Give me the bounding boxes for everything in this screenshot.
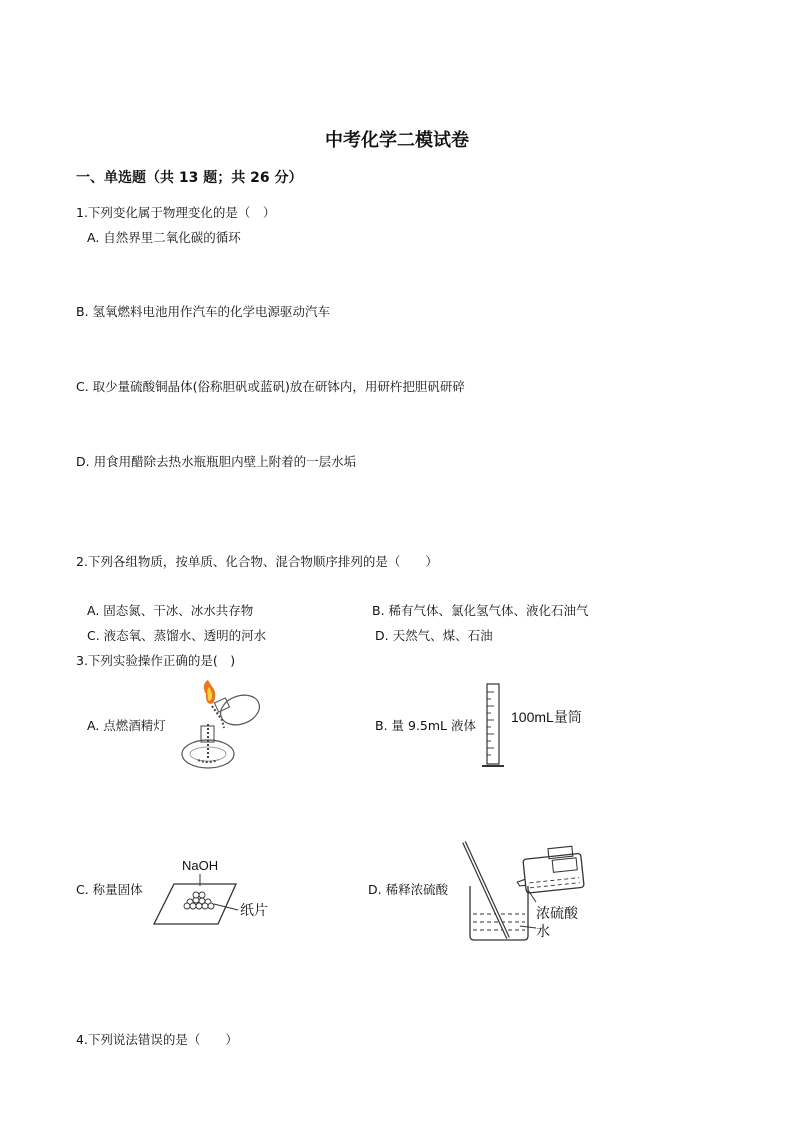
question-1-option-c: C. 取少量硫酸铜晶体(俗称胆矾或蓝矾)放在研钵内，用研杵把胆矾研碎 [76, 379, 465, 394]
question-2-option-c: C. 液态氧、蒸馏水、透明的河水 [87, 628, 267, 643]
question-3-stem: 3.下列实验操作正确的是( ) [76, 653, 236, 668]
question-2-option-b: B. 稀有气体、氯化氢气体、液化石油气 [372, 603, 589, 618]
graduated-cylinder-figure [478, 680, 588, 772]
question-4-stem: 4.下列说法错误的是（ ） [76, 1032, 238, 1047]
cylinder-label: 100mL量筒 [511, 709, 582, 725]
question-1-option-b: B. 氢氧燃料电池用作汽车的化学电源驱动汽车 [76, 304, 331, 319]
naoh-label: NaOH [182, 858, 219, 873]
question-3-option-a: A. 点燃酒精灯 [87, 718, 166, 733]
alcohol-lamp-figure [178, 680, 268, 772]
question-1-option-a: A. 自然界里二氧化碳的循环 [87, 230, 241, 245]
question-1-option-d: D. 用食用醋除去热水瓶瓶胆内壁上附着的一层水垢 [76, 454, 357, 469]
question-3-option-d: D. 稀释浓硫酸 [368, 882, 449, 897]
water-label: 水 [536, 923, 550, 939]
question-2-stem: 2.下列各组物质，按单质、化合物、混合物顺序排列的是（ ） [76, 554, 438, 569]
question-3-option-b: B. 量 9.5mL 液体 [375, 718, 476, 733]
section-heading: 一、单选题（共 13 题；共 26 分） [76, 170, 303, 186]
question-3-option-c: C. 称量固体 [76, 882, 143, 897]
paper-label: 纸片 [240, 902, 268, 918]
acid-label: 浓硫酸 [536, 905, 578, 921]
dilution-figure [458, 838, 618, 950]
question-2-option-d: D. 天然气、煤、石油 [375, 628, 493, 643]
page-title: 中考化学二模试卷 [325, 130, 469, 151]
question-2-option-a: A. 固态氮、干冰、冰水共存物 [87, 603, 254, 618]
question-1-stem: 1.下列变化属于物理变化的是（ ） [76, 205, 276, 220]
weighing-paper-figure [152, 856, 282, 926]
